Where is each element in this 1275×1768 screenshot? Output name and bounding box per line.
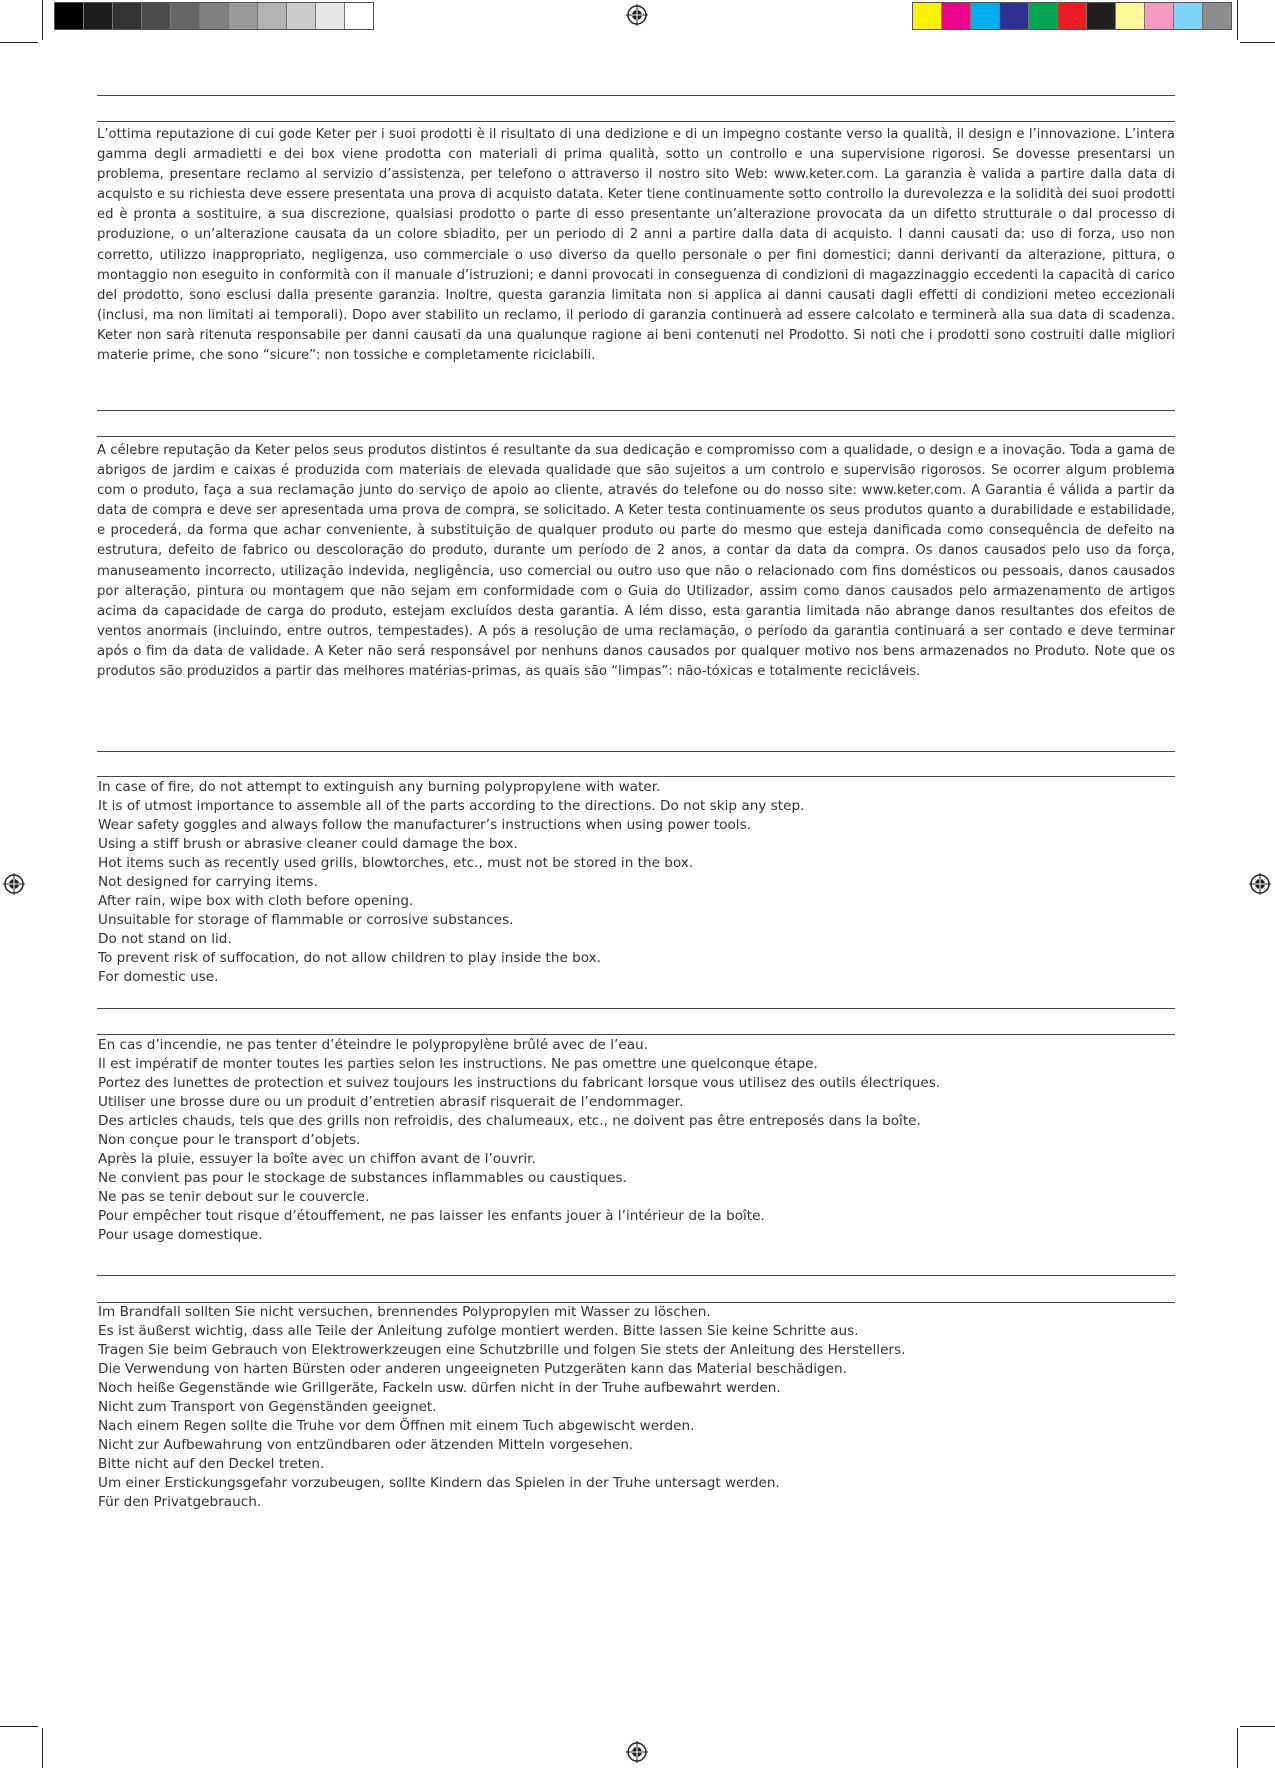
registration-mark-icon <box>626 1741 648 1763</box>
warnings-list-english <box>98 778 1176 987</box>
warnings-list-german <box>98 1303 1176 1512</box>
color-swatch <box>1145 3 1174 29</box>
warning-item: Um einer Erstickungsgefahr vorzubeugen, sollte Kindern das Spielen in der Truhe untersagt werden. <box>98 1475 780 1491</box>
gray-swatch <box>345 3 373 29</box>
registration-mark-icon <box>626 4 648 26</box>
registration-mark-icon <box>1249 873 1271 895</box>
color-swatch <box>971 3 1000 29</box>
warning-item: Non conçue pour le transport d’objets. <box>98 1132 361 1148</box>
color-swatch <box>1174 3 1203 29</box>
warning-item: Portez des lunettes de protection et suivez toujours les instructions du fabricant lorsque vous utilisez des outils électriques. <box>98 1075 941 1091</box>
color-swatch <box>1029 3 1058 29</box>
crop-mark <box>42 0 43 40</box>
warning-item: In case of fire, do not attempt to extinguish any burning polypropylene with water. <box>98 779 661 795</box>
warning-item: Utiliser une brosse dure ou un produit d’entretien abrasif risquerait de l’endommager. <box>98 1094 684 1110</box>
warning-item: Do not stand on lid. <box>98 931 232 947</box>
color-swatch <box>942 3 971 29</box>
gray-swatch <box>287 3 316 29</box>
color-swatch <box>1116 3 1145 29</box>
crop-mark <box>0 42 38 43</box>
warning-item: Nicht zur Aufbewahrung von entzündbaren oder ätzenden Mitteln vorgesehen. <box>98 1437 634 1453</box>
warning-item: It is of utmost importance to assemble all of the parts according to the directions. Do not skip any step. <box>98 798 805 814</box>
warning-item: Ne convient pas pour le stockage de substances inflammables ou caustiques. <box>98 1170 627 1186</box>
gray-swatch <box>84 3 113 29</box>
section-rule <box>97 95 1175 96</box>
color-swatch <box>1203 3 1231 29</box>
warning-item: Nicht zum Transport von Gegenständen geeignet. <box>98 1399 437 1415</box>
crop-mark <box>42 1728 43 1768</box>
section-rule <box>97 1275 1175 1276</box>
warning-item: Pour usage domestique. <box>98 1227 263 1243</box>
registration-mark-icon <box>3 873 25 895</box>
crop-mark <box>1237 0 1238 40</box>
section-rule <box>97 121 1175 122</box>
warning-item: Tragen Sie beim Gebrauch von Elektrowerkzeugen eine Schutzbrille und folgen Sie stets der Anleitung des Herstellers. <box>98 1342 906 1358</box>
warning-item: Des articles chauds, tels que des grills non refroidis, des chalumeaux, etc., ne doivent pas être entreposés dans la boîte. <box>98 1113 921 1129</box>
color-swatch <box>1087 3 1116 29</box>
warning-item: Es ist äußerst wichtig, dass alle Teile der Anleitung zufolge montiert werden. Bitte lassen Sie keine Schritte aus. <box>98 1323 859 1339</box>
warning-item: Unsuitable for storage of flammable or corrosive substances. <box>98 912 514 928</box>
warning-item: Nach einem Regen sollte die Truhe vor dem Öffnen mit einem Tuch abgewischt werden. <box>98 1418 695 1434</box>
warning-item: Für den Privatgebrauch. <box>98 1494 262 1510</box>
gray-swatch <box>316 3 345 29</box>
gray-swatch <box>171 3 200 29</box>
warranty-text-portuguese: A célebre reputação da Keter pelos seus produtos distintos é resultante da sua dedicação e compromisso com a qualidade, o design e a inovação. Toda a gama de abrigos de jardim e caixas é produzida com materiais de elevada qualidade que são sujeitos a um controlo e supervisão rigorosos. Se ocorrer algum problema com o produto, faça a sua reclamação junto do serviço de apoio ao cliente, através do telefone ou do nosso site: www.keter.com. A Garantia é válida a partir da data de compra e deve ser apresentada uma prova de compra, se solicitado. A Keter testa continuamente os seus produtos quanto a durabilidade e estabilidade, e procederá, da forma que achar conveniente, à substituição de qualquer produto ou parte do mesmo que esteja danificada como consequência de defeito na estrutura, defeito de fabrico ou descoloração do produto, durante um período de 2 anos, a contar da data da compra. Os danos causados pelo uso da força, manuseamento incorrecto, utilização indevida, negligência, uso comercial ou outro uso que não o relacionado com fins domésticos ou pessoais, danos causados por alteração, pintura ou montagem que não sejam em conformidade com o Guia do Utilizador, assim como danos causados pelo armazenamento de artigos acima da capacidade de carga do produto, estejam excluídos desta garantia. A lém disso, esta garantia limitada não abrange danos resultantes dos efeitos de ventos anormais (incluindo, entre outros, tempestades). A pós a resolução de uma reclamação, o período da garantia continuará a ser contado e deve terminar após o fim da data de validade. A Keter não será responsável por nenhuns danos causados por qualquer motivo nos bens armazenados no Produto. Note que os produtos são produzidos a partir das melhores matérias-primas, as quais são “limpas”: não-tóxicas e totalmente recicláveis. <box>97 443 1175 680</box>
gray-swatch <box>258 3 287 29</box>
warning-item: Using a stiff brush or abrasive cleaner could damage the box. <box>98 836 518 852</box>
gray-swatch <box>142 3 171 29</box>
section-rule <box>97 751 1175 752</box>
warning-item: Pour empêcher tout risque d’étouffement, ne pas laisser les enfants jouer à l’intérieur de la boîte. <box>98 1208 765 1224</box>
grayscale-calibration-strip <box>54 2 374 30</box>
gray-swatch <box>200 3 229 29</box>
warning-item: Im Brandfall sollten Sie nicht versuchen, brennendes Polypropylen mit Wasser zu löschen. <box>98 1304 711 1320</box>
gray-swatch <box>55 3 84 29</box>
color-swatch <box>1058 3 1087 29</box>
warning-item: To prevent risk of suffocation, do not allow children to play inside the box. <box>98 950 602 966</box>
warning-item: Ne pas se tenir debout sur le couvercle. <box>98 1189 370 1205</box>
crop-mark <box>0 1726 38 1727</box>
warning-item: Hot items such as recently used grills, blowtorches, etc., must not be stored in the box. <box>98 855 694 871</box>
gray-swatch <box>113 3 142 29</box>
warning-item: Bitte nicht auf den Deckel treten. <box>98 1456 325 1472</box>
warning-item: En cas d’incendie, ne pas tenter d’éteindre le polypropylène brûlé avec de l’eau. <box>98 1037 648 1053</box>
warning-item: For domestic use. <box>98 969 219 985</box>
section-rule <box>97 776 1175 777</box>
warning-item: Die Verwendung von harten Bürsten oder anderen ungeeigneten Putzgeräten kann das Material beschädigen. <box>98 1361 847 1377</box>
warning-item: Il est impératif de monter toutes les parties selon les instructions. Ne pas omettre une quelconque étape. <box>98 1056 818 1072</box>
warning-item: Noch heiße Gegenstände wie Grillgeräte, Fackeln usw. dürfen nicht in der Truhe aufbewahrt werden. <box>98 1380 781 1396</box>
crop-mark <box>1237 1728 1238 1768</box>
crop-mark <box>1240 1726 1275 1727</box>
warning-item: After rain, wipe box with cloth before opening. <box>98 893 414 909</box>
warning-item: Après la pluie, essuyer la boîte avec un chiffon avant de l’ouvrir. <box>98 1151 536 1167</box>
warranty-text-italian: L’ottima reputazione di cui gode Keter per i suoi prodotti è il risultato di una dedizione e di un impegno costante verso la qualità, il design e l’innovazione. L’intera gamma degli armadietti e dei box viene prodotta con materiali di prima qualità, sotto un controllo e una supervisione rigorosi. Se dovesse presentarsi un problema, presentare reclamo al servizio d’assistenza, per telefono o attraverso il nostro sito Web: www.keter.com. La garanzia è valida a partire dalla data di acquisto e su richiesta deve essere presentata una prova di acquisto datata. Keter tiene continuamente sotto controllo la durevolezza e la solidità dei suoi prodotti ed è pronta a sostituire, a sua discrezione, qualsiasi prodotto o parte di esso presentante un’alterazione provocata da un difetto strutturale o dal processo di produzione, o un’alterazione causata da un colore sbiadito, per un periodo di 2 anni a partire dalla data di acquisto. I danni causati da: uso di forza, uso non corretto, utilizzo inappropriato, negligenza, uso commerciale o uso diverso da quello personale o per fini domestici; danni derivanti da alterazione, pittura, o montaggio non eseguito in conformità con il manuale d’istruzioni; e danni provocati in conseguenza di condizioni di magazzinaggio eccedenti la capacità di carico del prodotto, sono esclusi dalla presente garanzia. Inoltre, questa garanzia limitata non si applica ai danni causati dagli effetti di condizioni meteo eccezionali (inclusi, ma non limitati ai temporali). Dopo aver stabilito un reclamo, il periodo di garanzia continuerà ad essere calcolato e terminerà alla sua data di scadenza. Keter non sarà ritenuta responsabile per danni causati da una qualunque ragione ai beni contenuti nel Prodotto. Si noti che i prodotti sono costruiti dalle migliori materie prime, che sono “sicure”: non tossiche e completamente riciclabili. <box>97 127 1175 364</box>
warning-item: Wear safety goggles and always follow the manufacturer’s instructions when using power tools. <box>98 817 751 833</box>
section-rule <box>97 410 1175 411</box>
section-rule <box>97 1034 1175 1035</box>
section-rule <box>97 436 1175 437</box>
warnings-list-french <box>98 1036 1176 1245</box>
color-calibration-strip <box>912 2 1232 30</box>
gray-swatch <box>229 3 258 29</box>
color-swatch <box>1000 3 1029 29</box>
crop-mark <box>1240 42 1275 43</box>
section-rule <box>97 1008 1175 1009</box>
warning-item: Not designed for carrying items. <box>98 874 318 890</box>
color-swatch <box>913 3 942 29</box>
